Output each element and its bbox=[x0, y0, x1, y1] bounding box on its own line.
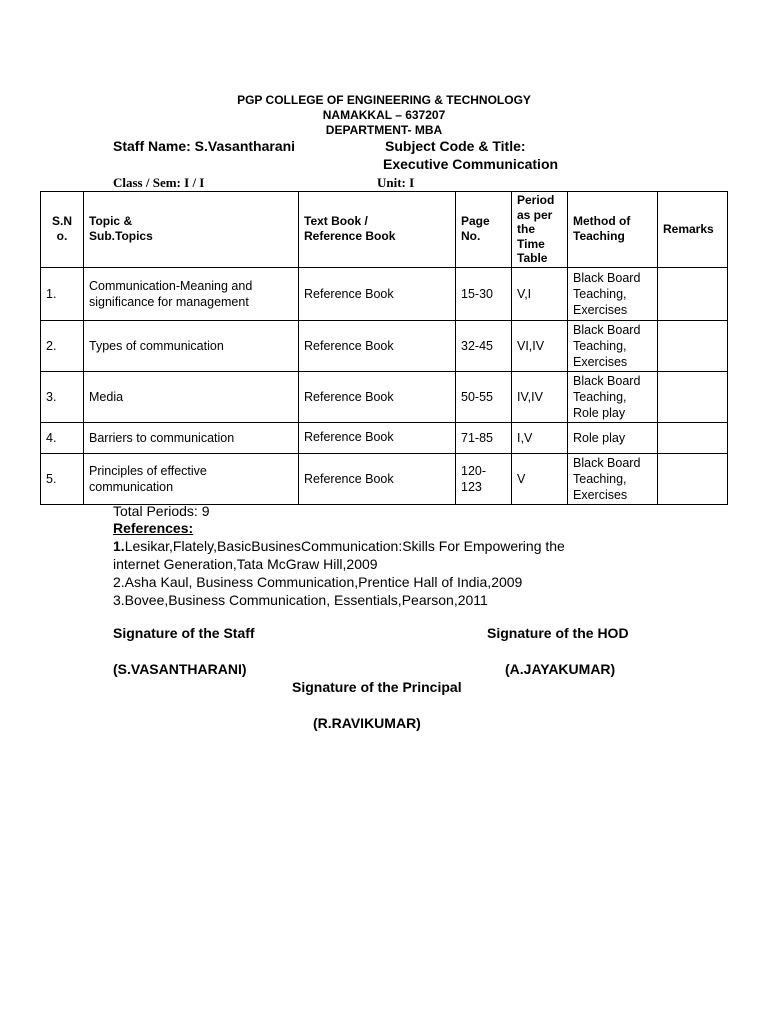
header-topic-line: Topic & bbox=[89, 214, 133, 229]
reference-2: 2.Asha Kaul, Business Communication,Prentice Hall of India,2009 bbox=[113, 574, 523, 590]
cell-method-line: Exercises bbox=[573, 487, 628, 502]
cell-method bbox=[568, 422, 658, 453]
cell-page-line: 15-30 bbox=[461, 286, 493, 301]
reference-1-number: 1. bbox=[113, 538, 125, 554]
unit: Unit: I bbox=[377, 175, 415, 190]
cell-page-line: 71-85 bbox=[461, 430, 493, 445]
header-page bbox=[456, 192, 512, 268]
cell-method-line: Teaching, bbox=[573, 471, 627, 486]
header-page-line: No. bbox=[461, 229, 481, 244]
signature-hod-label: Signature of the HOD bbox=[487, 625, 629, 641]
cell-method-line: Teaching, bbox=[573, 389, 627, 404]
header-method bbox=[568, 192, 658, 268]
college-name: PGP COLLEGE OF ENGINEERING & TECHNOLOGY bbox=[237, 93, 531, 107]
cell-topic bbox=[84, 320, 299, 371]
cell-sno: 2. bbox=[41, 320, 84, 371]
cell-period: V,I bbox=[512, 267, 568, 320]
cell-remarks bbox=[658, 267, 728, 320]
total-periods: Total Periods: 9 bbox=[113, 503, 210, 519]
cell-topic-line: Media bbox=[89, 389, 124, 404]
signature-principal-name: (R.RAVIKUMAR) bbox=[313, 715, 421, 731]
cell-sno: 3. bbox=[41, 371, 84, 422]
header-period-line: Time bbox=[517, 236, 545, 251]
cell-page bbox=[456, 453, 512, 504]
class-sem: Class / Sem: I / I bbox=[113, 175, 205, 190]
header-period-line: Table bbox=[517, 251, 548, 265]
header-method-line: Teaching bbox=[573, 229, 625, 244]
cell-page-line: 120- bbox=[461, 463, 487, 478]
reference-3: 3.Bovee,Business Communication, Essentials,Pearson,2011 bbox=[113, 592, 488, 608]
cell-page bbox=[456, 371, 512, 422]
cell-remarks bbox=[658, 371, 728, 422]
cell-topic-line: Barriers to communication bbox=[89, 430, 235, 445]
cell-period: IV,IV bbox=[512, 371, 568, 422]
cell-method-line: Role play bbox=[573, 405, 626, 420]
cell-topic bbox=[84, 453, 299, 504]
signature-principal-label: Signature of the Principal bbox=[292, 679, 462, 695]
lesson-plan-table bbox=[40, 191, 728, 505]
cell-method-line: Teaching, bbox=[573, 286, 627, 301]
subject-code-label: Subject Code & Title: bbox=[385, 138, 526, 154]
cell-book: Reference Book bbox=[299, 320, 456, 371]
header-method-line: Method of bbox=[573, 214, 631, 229]
header-period bbox=[512, 192, 568, 268]
table-row bbox=[41, 371, 728, 422]
cell-topic-line: Communication-Meaning and bbox=[89, 278, 253, 293]
cell-sno: 5. bbox=[41, 453, 84, 504]
cell-method-line: Black Board bbox=[573, 373, 641, 388]
table-row bbox=[41, 320, 728, 371]
cell-page-line: 123 bbox=[461, 479, 482, 494]
reference-1-continued: internet Generation,Tata McGraw Hill,2009 bbox=[113, 556, 378, 572]
header-textbook-line: Reference Book bbox=[304, 229, 396, 244]
cell-period: V bbox=[512, 453, 568, 504]
cell-method bbox=[568, 320, 658, 371]
cell-book: Reference Book bbox=[299, 267, 456, 320]
header-period-line: as per bbox=[517, 207, 553, 222]
header-page-line: Page bbox=[461, 214, 490, 229]
header-topic bbox=[84, 192, 299, 268]
table-row bbox=[41, 453, 728, 504]
cell-book: Reference Book bbox=[299, 371, 456, 422]
cell-method bbox=[568, 371, 658, 422]
reference-1 bbox=[113, 537, 565, 555]
cell-page bbox=[456, 422, 512, 453]
cell-period: I,V bbox=[512, 422, 568, 453]
header-period-line: Period bbox=[517, 193, 555, 207]
references-title: References: bbox=[113, 520, 194, 536]
header-remarks: Remarks bbox=[658, 192, 728, 268]
reference-1-text: Lesikar,Flately,BasicBusinesCommunication:Skills For Empowering the bbox=[124, 538, 565, 554]
staff-name: Staff Name: S.Vasantharani bbox=[113, 138, 296, 154]
cell-page-line: 50-55 bbox=[461, 389, 493, 404]
cell-remarks bbox=[658, 422, 728, 453]
signature-hod-name: (A.JAYAKUMAR) bbox=[505, 661, 616, 677]
cell-method-line: Black Board bbox=[573, 322, 641, 337]
cell-method-line: Exercises bbox=[573, 354, 628, 369]
signature-staff-name: (S.VASANTHARANI) bbox=[113, 661, 247, 677]
cell-method bbox=[568, 267, 658, 320]
cell-book: Reference Book bbox=[299, 453, 456, 504]
header-sno-line: S.N bbox=[51, 214, 72, 229]
header-textbook bbox=[299, 192, 456, 268]
cell-sno: 4. bbox=[41, 422, 84, 453]
cell-page bbox=[456, 320, 512, 371]
cell-topic bbox=[84, 422, 299, 453]
cell-method bbox=[568, 453, 658, 504]
cell-topic-line: communication bbox=[89, 479, 174, 494]
college-location: NAMAKKAL – 637207 bbox=[322, 108, 446, 122]
header-sno bbox=[41, 192, 84, 268]
cell-method-line: Black Board bbox=[573, 270, 641, 285]
cell-period: VI,IV bbox=[512, 320, 568, 371]
header-textbook-line: Text Book / bbox=[304, 214, 368, 229]
cell-topic bbox=[84, 267, 299, 320]
header-topic-line: Sub.Topics bbox=[89, 229, 153, 244]
subject-title: Executive Communication bbox=[383, 156, 559, 172]
signature-staff-label: Signature of the Staff bbox=[113, 625, 255, 641]
cell-book: Reference Book bbox=[299, 422, 456, 453]
cell-topic-line: significance for management bbox=[89, 294, 249, 309]
cell-page-line: 32-45 bbox=[461, 338, 493, 353]
cell-page bbox=[456, 267, 512, 320]
table-row bbox=[41, 422, 728, 453]
cell-method-line: Black Board bbox=[573, 455, 641, 470]
cell-topic-line: Types of communication bbox=[89, 338, 224, 353]
cell-sno: 1. bbox=[41, 267, 84, 320]
cell-topic bbox=[84, 371, 299, 422]
cell-method-line: Teaching, bbox=[573, 338, 627, 353]
table-header-row bbox=[41, 192, 728, 268]
header-sno-line: o. bbox=[56, 229, 68, 244]
cell-topic-line: Principles of effective bbox=[89, 463, 207, 478]
cell-method-line: Role play bbox=[573, 430, 626, 445]
cell-remarks bbox=[658, 320, 728, 371]
cell-remarks bbox=[658, 453, 728, 504]
header-period-line: the bbox=[517, 222, 535, 236]
cell-method-line: Exercises bbox=[573, 302, 628, 317]
department: DEPARTMENT- MBA bbox=[325, 123, 443, 137]
table-row bbox=[41, 267, 728, 320]
